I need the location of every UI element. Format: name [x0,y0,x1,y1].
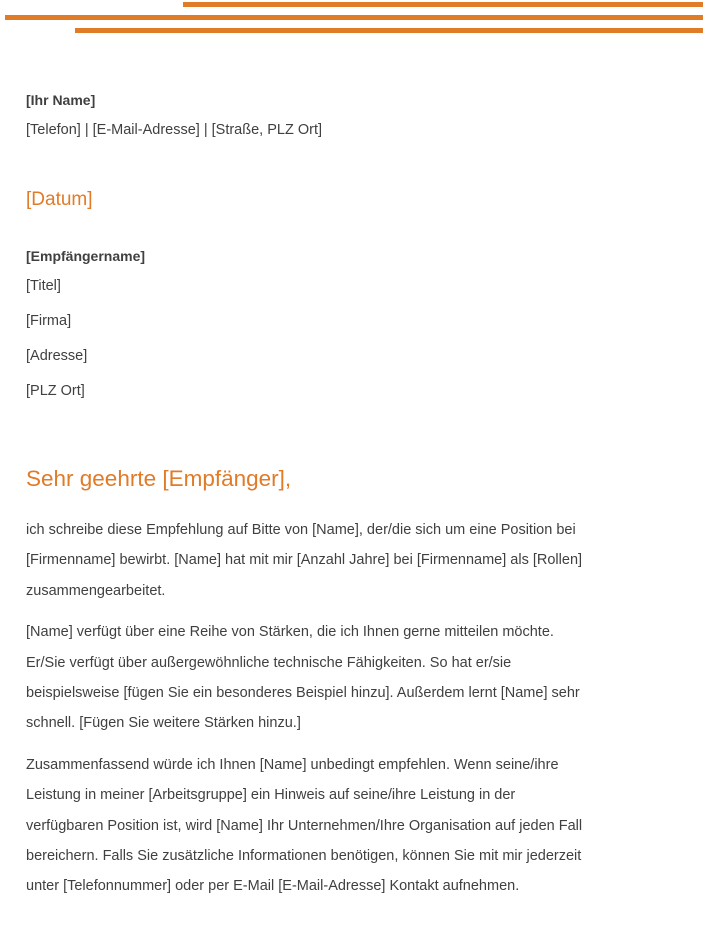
salutation[interactable]: Sehr geehrte [Empfänger], [26,466,292,491]
body-paragraph-2[interactable]: [Name] verfügt über eine Reihe von Stärken, die ich Ihnen gerne mitteilen möchte. Er/Sie verfügt über außergewöhnliche technische Fähigkeiten. So hat er/sie beispielsweise [fügen Sie ein besonderes Beispiel hinzu]. Außerdem lernt [Name] sehr schnell. [Fügen Sie weitere Stärken hinzu.] [26,624,580,732]
header-decorative-bar-bottom [75,28,703,33]
recipient-city[interactable]: [PLZ Ort] [26,383,85,399]
recipient-block [26,247,145,400]
header-decorative-bar-middle [5,15,703,20]
letter-body [26,515,596,913]
body-paragraph-1[interactable]: ich schreibe diese Empfehlung auf Bitte von [Name], der/die sich um eine Position bei [Firmenname] bewirbt. [Name] hat mit mir [Anzahl Jahre] bei [Firmenname] als [Rollen] zusammengearbeitet. [26,522,583,599]
letter-date[interactable]: [Datum] [26,189,93,210]
header-decorative-bar-top [183,2,703,7]
sender-name[interactable]: [Ihr Name] [26,92,96,108]
body-paragraph-3[interactable]: Zusammenfassend würde ich Ihnen [Name] unbedingt empfehlen. Wenn seine/ihre Leistung in meiner [Arbeitsgruppe] ein Hinweis auf seine/ihre Leistung in der verfügbaren Position ist, wird [Name] Ihr Unternehmen/Ihre Organisation auf jeden Fall bereichern. Falls Sie zusätzliche Informationen benötigen, können Sie mit mir jederzeit unter [Telefonnummer] oder per E-Mail [E-Mail-Adresse] Kontakt aufnehmen. [26,756,583,895]
recipient-address[interactable]: [Adresse] [26,348,88,364]
recipient-title[interactable]: [Titel] [26,278,61,294]
recipient-name[interactable]: [Empfängername] [26,248,146,264]
sender-block [26,91,322,139]
recipient-company[interactable]: [Firma] [26,313,72,329]
sender-contact-line[interactable]: [Telefon] | [E-Mail-Adresse] | [Straße, PLZ Ort] [26,122,323,138]
